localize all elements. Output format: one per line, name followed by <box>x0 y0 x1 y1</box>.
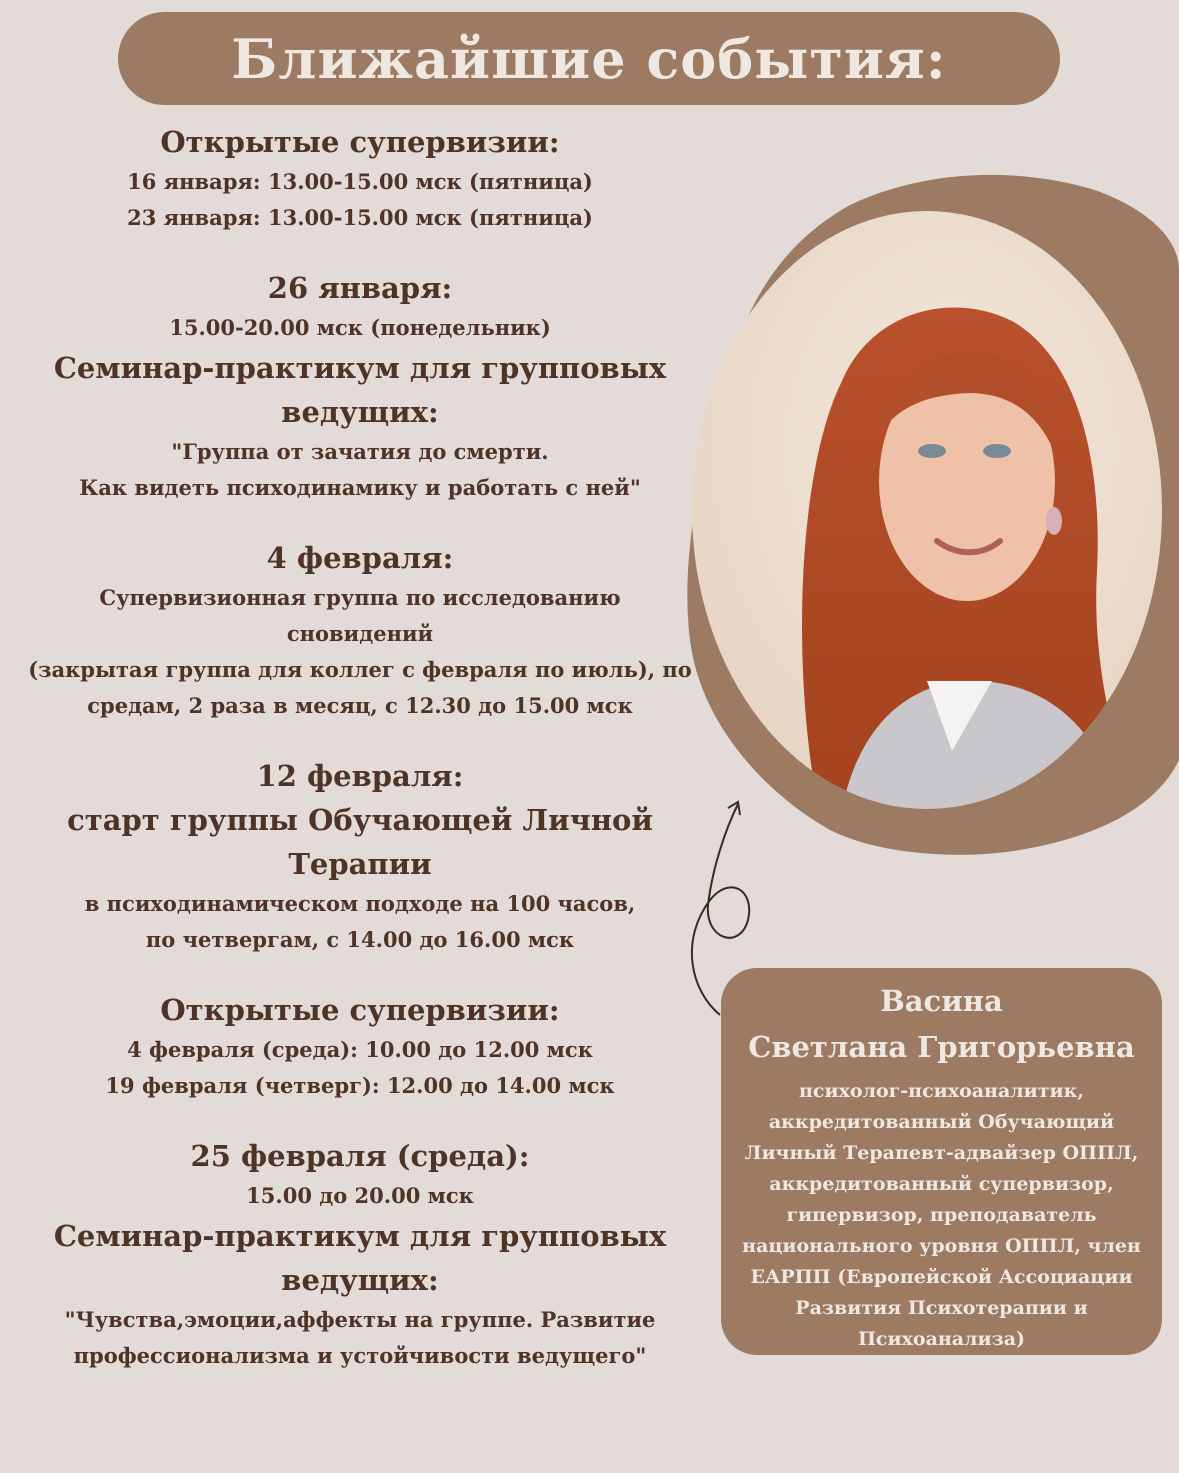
event-time: 15.00 до 20.00 мск <box>246 1183 474 1208</box>
event-line: Как видеть психодинамику и работать с ней" <box>79 475 641 500</box>
event-heading: Открытые супервизии: <box>160 993 560 1027</box>
event-heading: 12 февраля: <box>256 759 464 793</box>
event-january-26-seminar <box>0 266 720 506</box>
person-name: Светлана Григорьевна <box>748 1030 1135 1064</box>
event-heading: 4 февраля: <box>266 541 454 575</box>
event-line: 23 января: 13.00-15.00 мск (пятница) <box>127 205 593 230</box>
person-description-line: ЕАРПП (Европейской Ассоциации <box>750 1266 1133 1288</box>
event-open-supervisions-january <box>0 120 720 236</box>
event-february-12-therapy-group <box>0 754 720 958</box>
person-description-line: Развития Психотерапии и <box>795 1297 1088 1319</box>
event-february-25-seminar <box>0 1134 720 1374</box>
event-heading: 25 февраля (среда): <box>190 1139 530 1173</box>
event-open-supervisions-february <box>0 988 720 1104</box>
event-line: "Группа от зачатия до смерти. <box>171 439 549 464</box>
person-description-line: аккредитованный Обучающий <box>768 1111 1115 1133</box>
event-subheading: старт группы Обучающей Личной <box>67 803 653 837</box>
event-line: профессионализма и устойчивости ведущего" <box>73 1343 647 1368</box>
event-subheading: Терапии <box>288 847 432 881</box>
event-subheading: Семинар-практикум для групповых <box>53 1219 667 1253</box>
person-description-line: национального уровня ОППЛ, член <box>742 1235 1141 1257</box>
event-line: 16 января: 13.00-15.00 мск (пятница) <box>127 169 593 194</box>
event-line: Супервизионная группа по исследованию <box>99 585 621 610</box>
portrait-photo <box>692 211 1162 809</box>
event-subheading: ведущих: <box>281 395 439 429</box>
event-line: по четвергам, с 14.00 до 16.00 мск <box>145 927 575 952</box>
page-title: Ближайшие события: <box>231 26 947 91</box>
person-description-line: психолог-психоаналитик, <box>799 1080 1084 1102</box>
person-surname: Васина <box>880 984 1003 1018</box>
event-time: 15.00-20.00 мск (понедельник) <box>169 315 551 340</box>
person-description-line: аккредитованный супервизор, <box>769 1173 1114 1195</box>
person-description-line: Личный Терапевт-адвайзер ОППЛ, <box>744 1142 1139 1164</box>
event-line: 19 февраля (четверг): 12.00 до 14.00 мск <box>105 1073 615 1098</box>
event-line: в психодинамическом подходе на 100 часов, <box>84 891 636 916</box>
event-line: сновидений <box>286 621 434 646</box>
event-subheading: Семинар-практикум для групповых <box>53 351 667 385</box>
event-line: средам, 2 раза в месяц, с 12.30 до 15.00 мск <box>87 693 633 718</box>
event-line: "Чувства,эмоции,аффекты на группе. Развитие <box>64 1307 656 1332</box>
event-february-4-dream-group <box>0 536 720 724</box>
event-heading: Открытые супервизии: <box>160 125 560 159</box>
events-list <box>0 120 720 1404</box>
event-line: 4 февраля (среда): 10.00 до 12.00 мск <box>127 1037 593 1062</box>
person-description-line: Психоанализа) <box>857 1328 1026 1350</box>
event-subheading: ведущих: <box>281 1263 439 1297</box>
event-line: (закрытая группа для коллег с февраля по июль), по <box>28 657 692 682</box>
person-description-line: гипервизор, преподаватель <box>786 1204 1097 1226</box>
person-bio-card <box>721 968 1162 1355</box>
event-heading: 26 января: <box>267 271 453 305</box>
